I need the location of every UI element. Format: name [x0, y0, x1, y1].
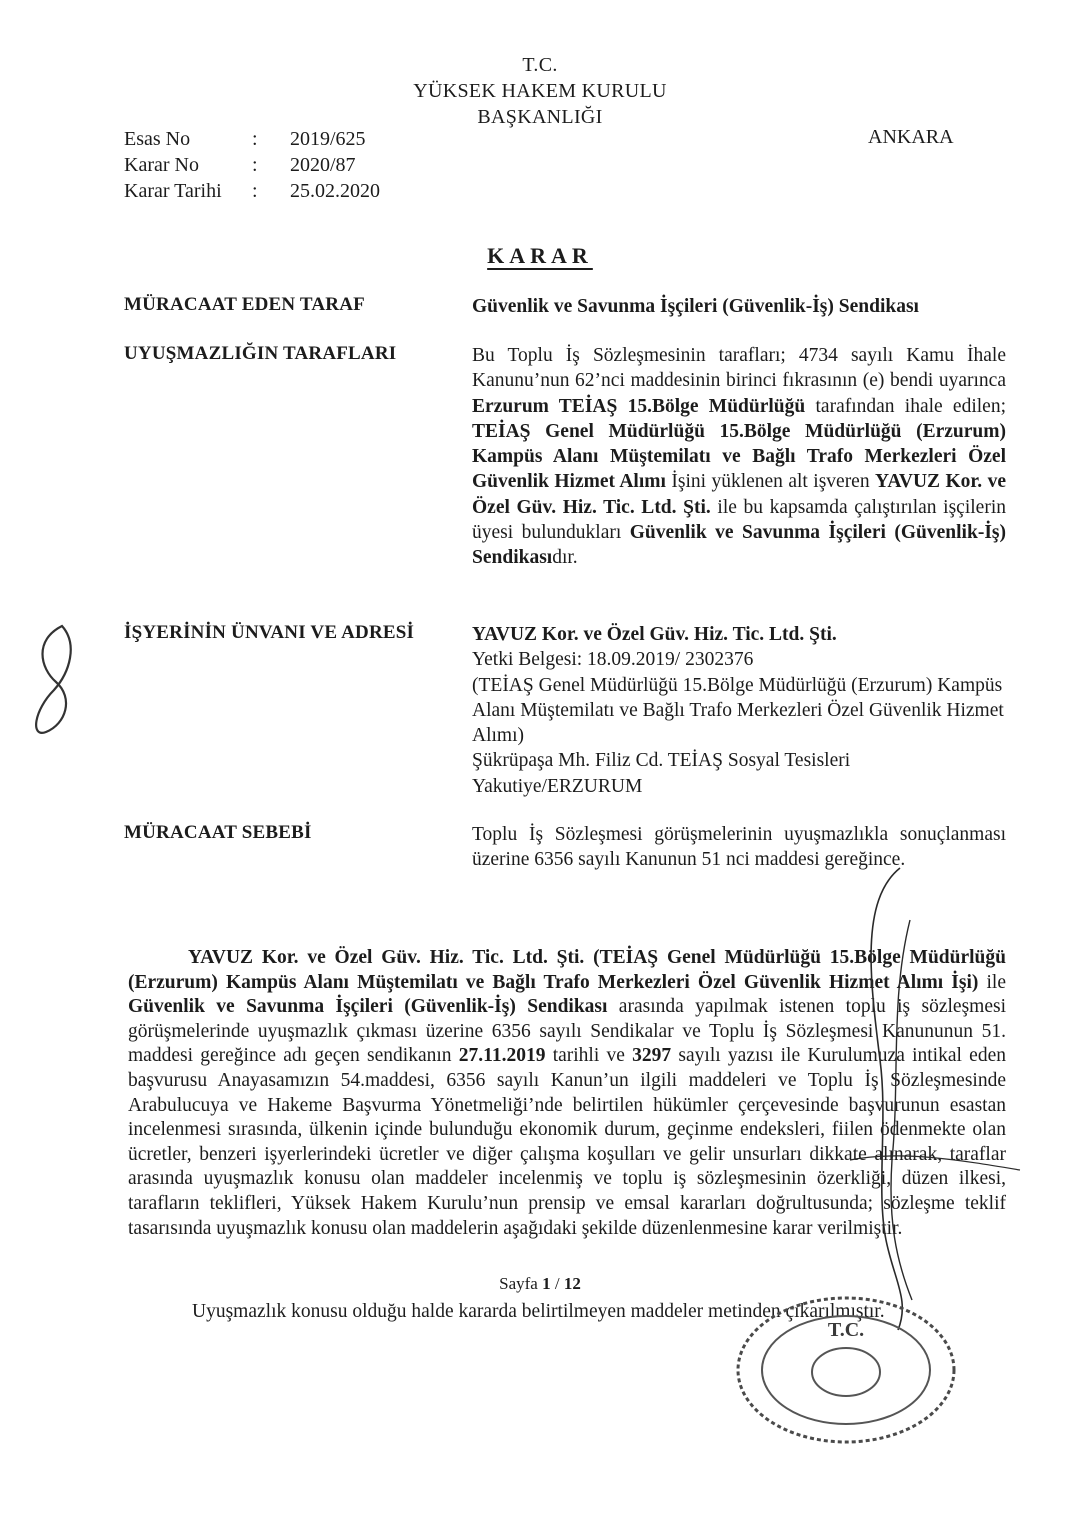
parties-bold: YAVUZ Kor. ve Özel Güv. Hiz. Tic. Ltd. Şti.: [472, 471, 1006, 518]
removed-articles-note: Uyuşmazlık konusu olduğu halde kararda belirtilmeyen maddeler metinden çıkarılmıştır.: [192, 1301, 885, 1322]
authorization-certificate: Yetki Belgesi: 18.09.2019/ 2302376: [472, 649, 754, 671]
signature-icon: [840, 860, 1040, 1340]
meta-colon: :: [252, 154, 258, 176]
meta-row-karar-no: [124, 152, 380, 178]
document-header: [0, 52, 1080, 130]
page-current: 1: [542, 1274, 551, 1293]
dispute-parties-label: UYUŞMAZLIĞIN TARAFLARI: [124, 343, 397, 364]
workplace-label: İŞYERİNİN ÜNVANI VE ADRESİ: [124, 622, 415, 643]
dispute-parties-text: [472, 343, 1006, 571]
workplace-description: (TEİAŞ Genel Müdürlüğü 15.Bölge Müdürlüğü (Erzurum) Kampüs Alanı Müştemilatı ve Bağlı Trafo Merkezleri Özel Güvenlik Hizmet Alımı): [472, 674, 1004, 747]
workplace-name: YAVUZ Kor. ve Özel Güv. Hiz. Tic. Ltd. Şti.: [472, 624, 837, 645]
official-stamp-icon: [726, 1290, 966, 1450]
workplace-details: [472, 622, 1006, 799]
paragraph-bold: 27.11.2019: [458, 1045, 546, 1067]
document-title-text: KARAR: [487, 243, 593, 268]
document-title: [0, 243, 1080, 269]
header-tc: T.C.: [522, 54, 558, 76]
page-separator: /: [550, 1274, 564, 1293]
applicant-label: MÜRACAAT EDEN TARAF: [124, 294, 365, 315]
application-reason-text: Toplu İş Sözleşmesi görüşmelerinin uyuşmazlıkla sonuçlanması üzerine 6356 sayılı Kanunun 51 nci maddesi gereğince.: [472, 824, 1006, 871]
margin-handwritten-mark-icon: [26, 620, 86, 740]
meta-value: 2020/87: [290, 154, 356, 176]
paragraph-text: ile: [978, 971, 1006, 993]
meta-value: 2019/625: [290, 128, 366, 150]
parties-text: tarafından ihale edilen;: [805, 395, 1006, 417]
meta-colon: :: [252, 128, 258, 150]
city-label: ANKARA: [868, 126, 954, 148]
parties-bold: TEİAŞ Genel Müdürlüğü 15.Bölge Müdürlüğü (Erzurum) Kampüs Alanı Müştemilatı ve Bağlı Trafo Merkezleri Özel Güvenlik Hizmet Alımı: [472, 420, 1006, 493]
workplace-district: Yakutiye/ERZURUM: [472, 775, 643, 797]
meta-row-karar-tarihi: [124, 178, 380, 204]
parties-bold: Erzurum TEİAŞ 15.Bölge Müdürlüğü: [472, 395, 806, 417]
workplace-address: Şükrüpaşa Mh. Filiz Cd. TEİAŞ Sosyal Tesisleri: [472, 750, 851, 772]
meta-colon: :: [252, 180, 258, 202]
paragraph-text: arasında yapılmak istenen toplu iş sözleşmesi görüşmelerinde uyuşmazlık çıkması üzerine 6356 sayılı Sendikalar ve Toplu İş Sözleşmesi Kanununun 51. maddesi gereğince adı geçen sendikanın: [128, 996, 1006, 1067]
page-total: 12: [563, 1274, 581, 1293]
paragraph-text: tarihli ve: [545, 1045, 633, 1067]
parties-text: dır.: [552, 547, 578, 569]
parties-text: ile bu kapsamda çalıştırılan işçilerin üyesi bulundukları: [472, 496, 1006, 544]
page-prefix: Sayfa: [499, 1274, 543, 1293]
application-reason-label: MÜRACAAT SEBEBİ: [124, 822, 312, 843]
meta-label: Karar Tarihi: [124, 180, 222, 202]
meta-value: 25.02.2020: [290, 180, 380, 202]
paragraph-text: sayılı yazısı ile Kurulumuza intikal eden başvurusu Anayasamızın 54.maddesi, 6356 sayılı Kanun’un ilgili maddeleri ve Toplu İş Sözleşmesinde Arabulucuya ve Hakeme Başvurma Yönetmeliği’nde belirtilen hükümler çerçevesinde başvurunun esastan incelenmesi sırasında, ülkenin içinde bulunduğu ekonomik durum, geçinme endeksleri, fiilen ödenmekte olan ücretler, benzeri işyerlerindeki ücretler ve diğer çalışma koşulları ve gelir unsurları dikkate alınarak, taraflar arasında uyuşmazlık konusu olan maddeler incelenmiş ve toplu iş sözleşmesinin özerkliği, düzen ilkesi, tarafların teklifleri, Yüksek Hakem Kurulu’nun prensip ve emsal kararları doğrultusunda; sözleşme teklif tasarısında uyuşmazlık konusu olan maddelerin aşağıdaki şekilde düzenlenmesine karar verilmiştir.: [128, 1045, 1006, 1239]
paragraph-bold: Güvenlik ve Savunma İşçileri (Güvenlik-İş) Sendikası: [128, 996, 608, 1018]
parties-text: Bu Toplu İş Sözleşmesinin tarafları; 4734 sayılı Kamu İhale Kanunu’nun 62’nci maddesinin birinci fıkrasının (e) bendi uyarınca: [472, 345, 1006, 392]
parties-bold: Güvenlik ve Savunma İşçileri (Güvenlik-İş) Sendikası: [472, 522, 1006, 569]
header-institution: YÜKSEK HAKEM KURULU: [413, 80, 667, 102]
paragraph-bold: 3297: [632, 1045, 672, 1067]
meta-label: Karar No: [124, 154, 199, 176]
stamp-text: T.C.: [827, 1319, 865, 1341]
paragraph-bold: YAVUZ Kor. ve Özel Güv. Hiz. Tic. Ltd. Şti. (TEİAŞ Genel Müdürlüğü 15.Bölge Müdürlüğü (Erzurum) Kampüs Alanı Müştemilatı ve Bağlı Trafo Merkezleri Özel Güvenlik Hizmet Alımı İşi): [128, 947, 1006, 993]
header-department: BAŞKANLIĞI: [477, 106, 603, 128]
parties-text: İşini yüklenen alt işveren: [665, 471, 876, 493]
meta-label: Esas No: [124, 128, 191, 150]
applicant-value: Güvenlik ve Savunma İşçileri (Güvenlik-İş) Sendikası: [472, 296, 919, 317]
meta-row-esas-no: [124, 126, 380, 152]
case-meta: [124, 126, 380, 204]
